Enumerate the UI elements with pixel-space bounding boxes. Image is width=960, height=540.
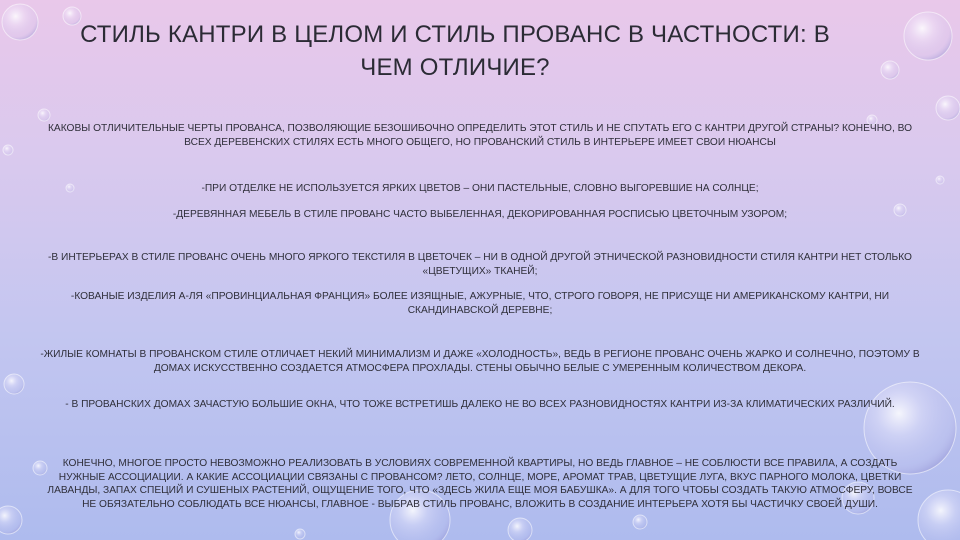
list-item-forged: -КОВАНЫЕ ИЗДЕЛИЯ А-ЛЯ «ПРОВИНЦИАЛЬНАЯ ФРАНЦИЯ» БОЛЕЕ ИЗЯЩНЫЕ, АЖУРНЫЕ, ЧТО, СТРОГО ГОВОРЯ, НЕ ПРИСУЩЕ НИ АМЕРИКАНСКОМУ КАНТРИ, НИ СКАНДИНАВСКОЙ ДЕРЕВНЕ; xyxy=(70,291,890,316)
drop-shape xyxy=(881,61,899,79)
drop-shape xyxy=(904,12,952,60)
drop-shape xyxy=(38,109,50,121)
drop-shape xyxy=(4,374,24,394)
list-item-rooms: -ЖИЛЫЕ КОМНАТЫ В ПРОВАНСКОМ СТИЛЕ ОТЛИЧАЕТ НЕКИЙ МИНИМАЛИЗМ И ДАЖЕ «ХОЛОДНОСТЬ», ВЕДЬ В РЕГИОНЕ ПРОВАНС ОЧЕНЬ ЖАРКО И СОЛНЕЧНО, ПОЭТОМУ В ДОМАХ ИСКУССТВЕННО СОЗДАЕТСЯ АТМОСФЕРА ПРОХЛАДЫ. СТЕНЫ ОБЫЧНО БЕЛЫЕ С УМЕРЕННЫМ КОЛИЧЕСТВОМ ДЕКОРА. xyxy=(40,349,920,374)
list-item-furniture: -ДЕРЕВЯННАЯ МЕБЕЛЬ В СТИЛЕ ПРОВАНС ЧАСТО ВЫБЕЛЕННАЯ, ДЕКОРИРОВАННАЯ РОСПИСЬЮ ЦВЕТОЧНЫМ УЗОРОМ; xyxy=(172,209,788,220)
intro-paragraph: КАКОВЫ ОТЛИЧИТЕЛЬНЫЕ ЧЕРТЫ ПРОВАНСА, ПОЗВОЛЯЮЩИЕ БЕЗОШИБОЧНО ОПРЕДЕЛИТЬ ЭТОТ СТИЛЬ И НЕ СПУТАТЬ ЕГО С КАНТРИ ДРУГОЙ СТРАНЫ? КОНЕЧНО, ВО ВСЕХ ДЕРЕВЕНСКИХ СТИЛЯХ ЕСТЬ МНОГО ОБЩЕГО, НО ПРОВАНСКИЙ СТИЛЬ В ИНТЕРЬЕРЕ ИМЕЕТ СВОИ НЮАНСЫ xyxy=(47,123,913,148)
conclusion-paragraph: КОНЕЧНО, МНОГОЕ ПРОСТО НЕВОЗМОЖНО РЕАЛИЗОВАТЬ В УСЛОВИЯХ СОВРЕМЕННОЙ КВАРТИРЫ, НО ВЕДЬ ГЛАВНОЕ – НЕ СОБЛЮСТИ ВСЕ ПРАВИЛА, А СОЗДАТЬ НУЖНЫЕ АССОЦИАЦИИ. А КАКИЕ АССОЦИАЦИИ СВЯЗАНЫ С ПРОВАНСОМ? ЛЕТО, СОЛНЦЕ, МОРЕ, АРОМАТ ТРАВ, ЦВЕТУЩИЕ ЛУГА, ВКУС ПАРНОГО МОЛОКА, ЦВЕТКИ ЛАВАНДЫ, ЗАПАХ СПЕЦИЙ И СУШЕНЫХ РАСТЕНИЙ, ОЩУЩЕНИЕ ТОГО, ЧТО «ЗДЕСЬ ЖИЛА ЕЩЕ МОЯ БАБУШКА». А ДЛЯ ТОГО ЧТОБЫ СОЗДАТЬ ТАКУЮ АТМОСФЕРУ, ВОВСЕ НЕ ОБЯЗАТЕЛЬНО СОБЛЮДАТЬ ВСЕ НЮАНСЫ, ГЛАВНОЕ - ВЫБРАВ СТИЛЬ ПРОВАНС, ВЛОЖИТЬ В СОЗДАНИЕ ИНТЕРЬЕРА ХОТЯ БЫ ЧАСТИЧКУ СВОЕЙ ДУШИ. xyxy=(47,458,913,510)
drop-shape xyxy=(295,529,305,539)
list-item-textile: -В ИНТЕРЬЕРАХ В СТИЛЕ ПРОВАНС ОЧЕНЬ МНОГО ЯРКОГО ТЕКСТИЛЯ В ЦВЕТОЧЕК – НИ В ОДНОЙ ДРУГОЙ ЭТНИЧЕСКОЙ РАЗНОВИДНОСТИ СТИЛЯ КАНТРИ НЕТ СТОЛЬКО «ЦВЕТУЩИХ» ТКАНЕЙ; xyxy=(48,252,912,277)
drop-shape xyxy=(633,515,647,529)
drop-shape xyxy=(0,506,22,534)
list-item-windows: - В ПРОВАНСКИХ ДОМАХ ЗАЧАСТУЮ БОЛЬШИЕ ОКНА, ЧТО ТОЖЕ ВСТРЕТИШЬ ДАЛЕКО НЕ ВО ВСЕХ РАЗНОВИДНОСТЯХ КАНТРИ ИЗ-ЗА КЛИМАТИЧЕСКИХ РАЗЛИЧИЙ. xyxy=(65,399,895,410)
drop-shape xyxy=(936,96,960,120)
drop-shape xyxy=(2,4,38,40)
drop-shape xyxy=(508,518,532,540)
drop-shape xyxy=(936,176,944,184)
list-item-colors: -ПРИ ОТДЕЛКЕ НЕ ИСПОЛЬЗУЕТСЯ ЯРКИХ ЦВЕТОВ – ОНИ ПАСТЕЛЬНЫЕ, СЛОВНО ВЫГОРЕВШИЕ НА СОЛНЦЕ; xyxy=(201,183,759,194)
drop-shape xyxy=(918,490,960,540)
drop-shape xyxy=(3,145,13,155)
slide-title: СТИЛЬ КАНТРИ В ЦЕЛОМ И СТИЛЬ ПРОВАНС В ЧАСТНОСТИ: В ЧЕМ ОТЛИЧИЕ? xyxy=(80,21,830,81)
